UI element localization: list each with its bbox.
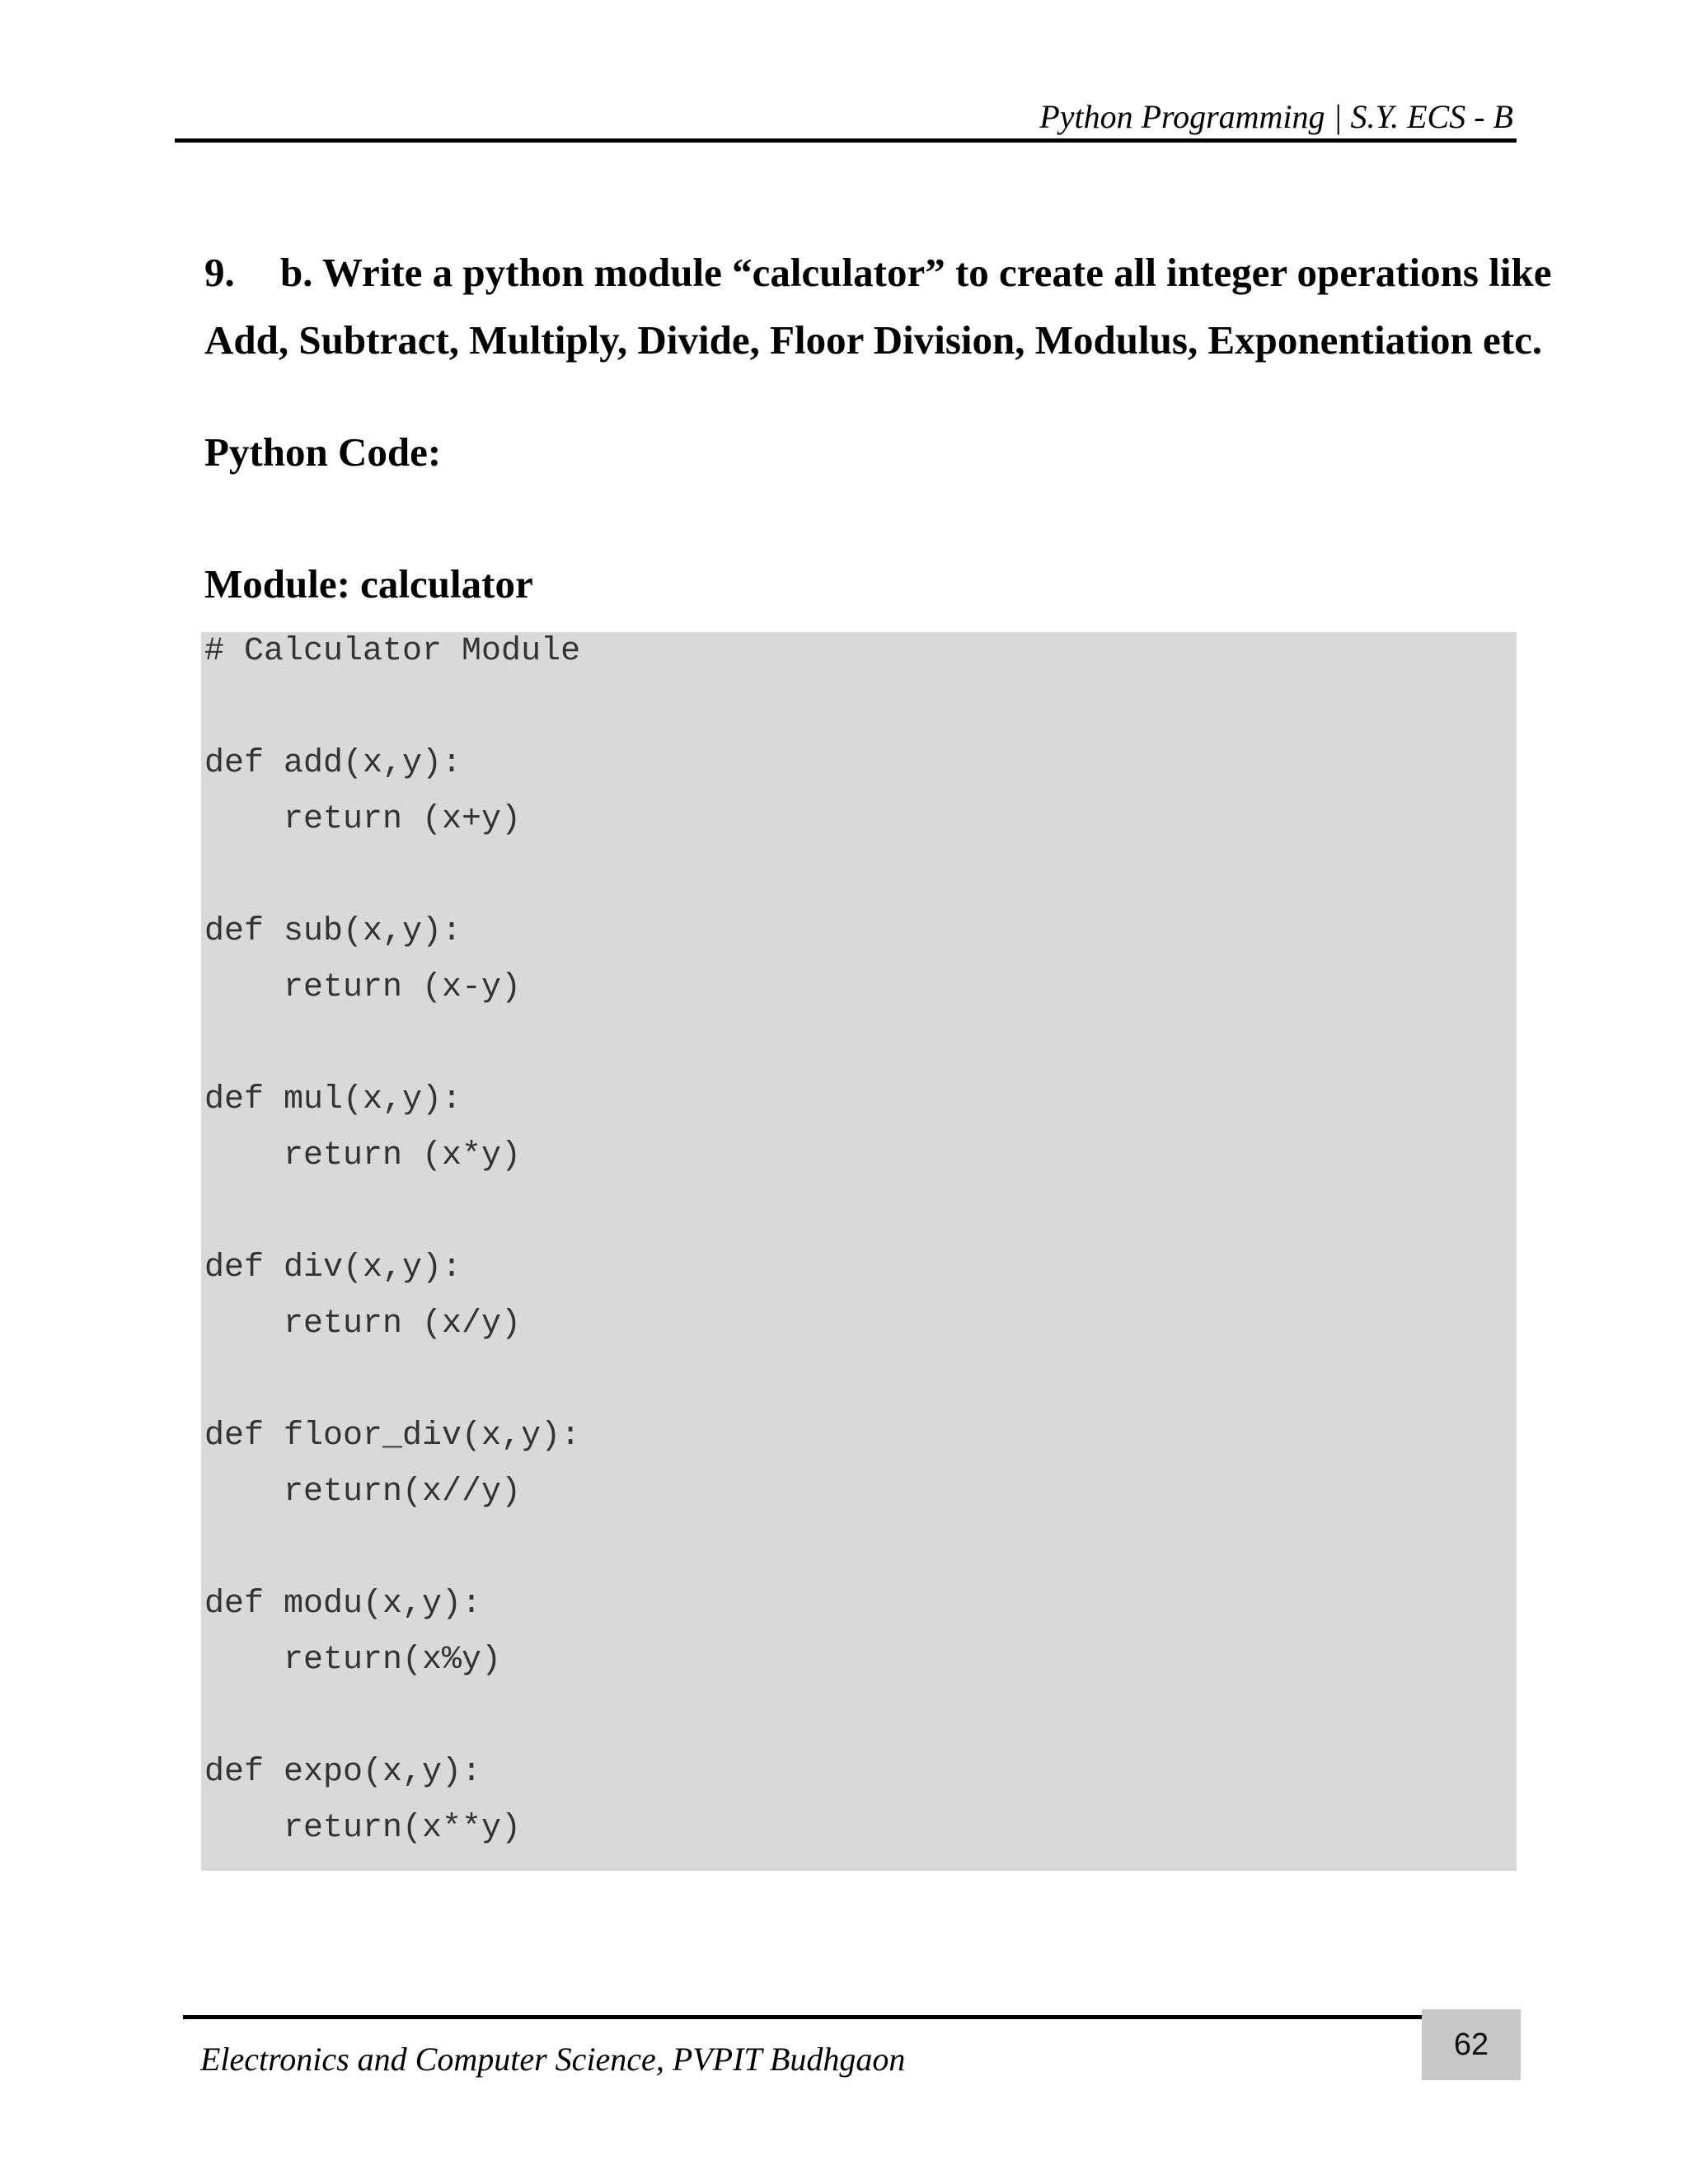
code-line: return(x**y) (204, 1810, 522, 1847)
code-line: return(x%y) (204, 1642, 502, 1679)
header-rule (175, 138, 1517, 143)
page-number: 62 (1453, 2027, 1489, 2062)
question (204, 239, 1552, 374)
code-line: return (x/y) (204, 1305, 522, 1343)
code-line: return (x*y) (204, 1137, 522, 1174)
code-block (201, 632, 1517, 1871)
footer-text: Electronics and Computer Science, PVPIT Budhgaon (200, 2041, 906, 2078)
code-line: return (x-y) (204, 969, 522, 1006)
code-line: def sub(x,y): (204, 913, 462, 950)
question-text-2: Add, Subtract, Multiply, Divide, Floor Division, Modulus, Exponentiation etc. (204, 317, 1543, 363)
code-line: def div(x,y): (204, 1249, 462, 1286)
question-text-1: b. Write a python module “calculator” to create all integer operations like (280, 250, 1552, 295)
page-number-box (1422, 2009, 1521, 2080)
code-line: return(x//y) (204, 1474, 522, 1511)
code-line: def mul(x,y): (204, 1081, 462, 1118)
code-line: def floor_div(x,y): (204, 1418, 581, 1455)
code-line: # Calculator Module (204, 633, 581, 670)
module-heading: Module: calculator (204, 561, 533, 607)
code-line: return (x+y) (204, 801, 522, 838)
code-line: def expo(x,y): (204, 1754, 482, 1791)
footer-rule (183, 2015, 1515, 2019)
question-line-1 (204, 239, 1552, 307)
code-line: def add(x,y): (204, 745, 462, 782)
python-code-heading: Python Code: (204, 429, 442, 475)
running-header: Python Programming | S.Y. ECS - B (1039, 98, 1513, 135)
question-number: 9. (204, 250, 235, 295)
code-line: def modu(x,y): (204, 1586, 482, 1623)
